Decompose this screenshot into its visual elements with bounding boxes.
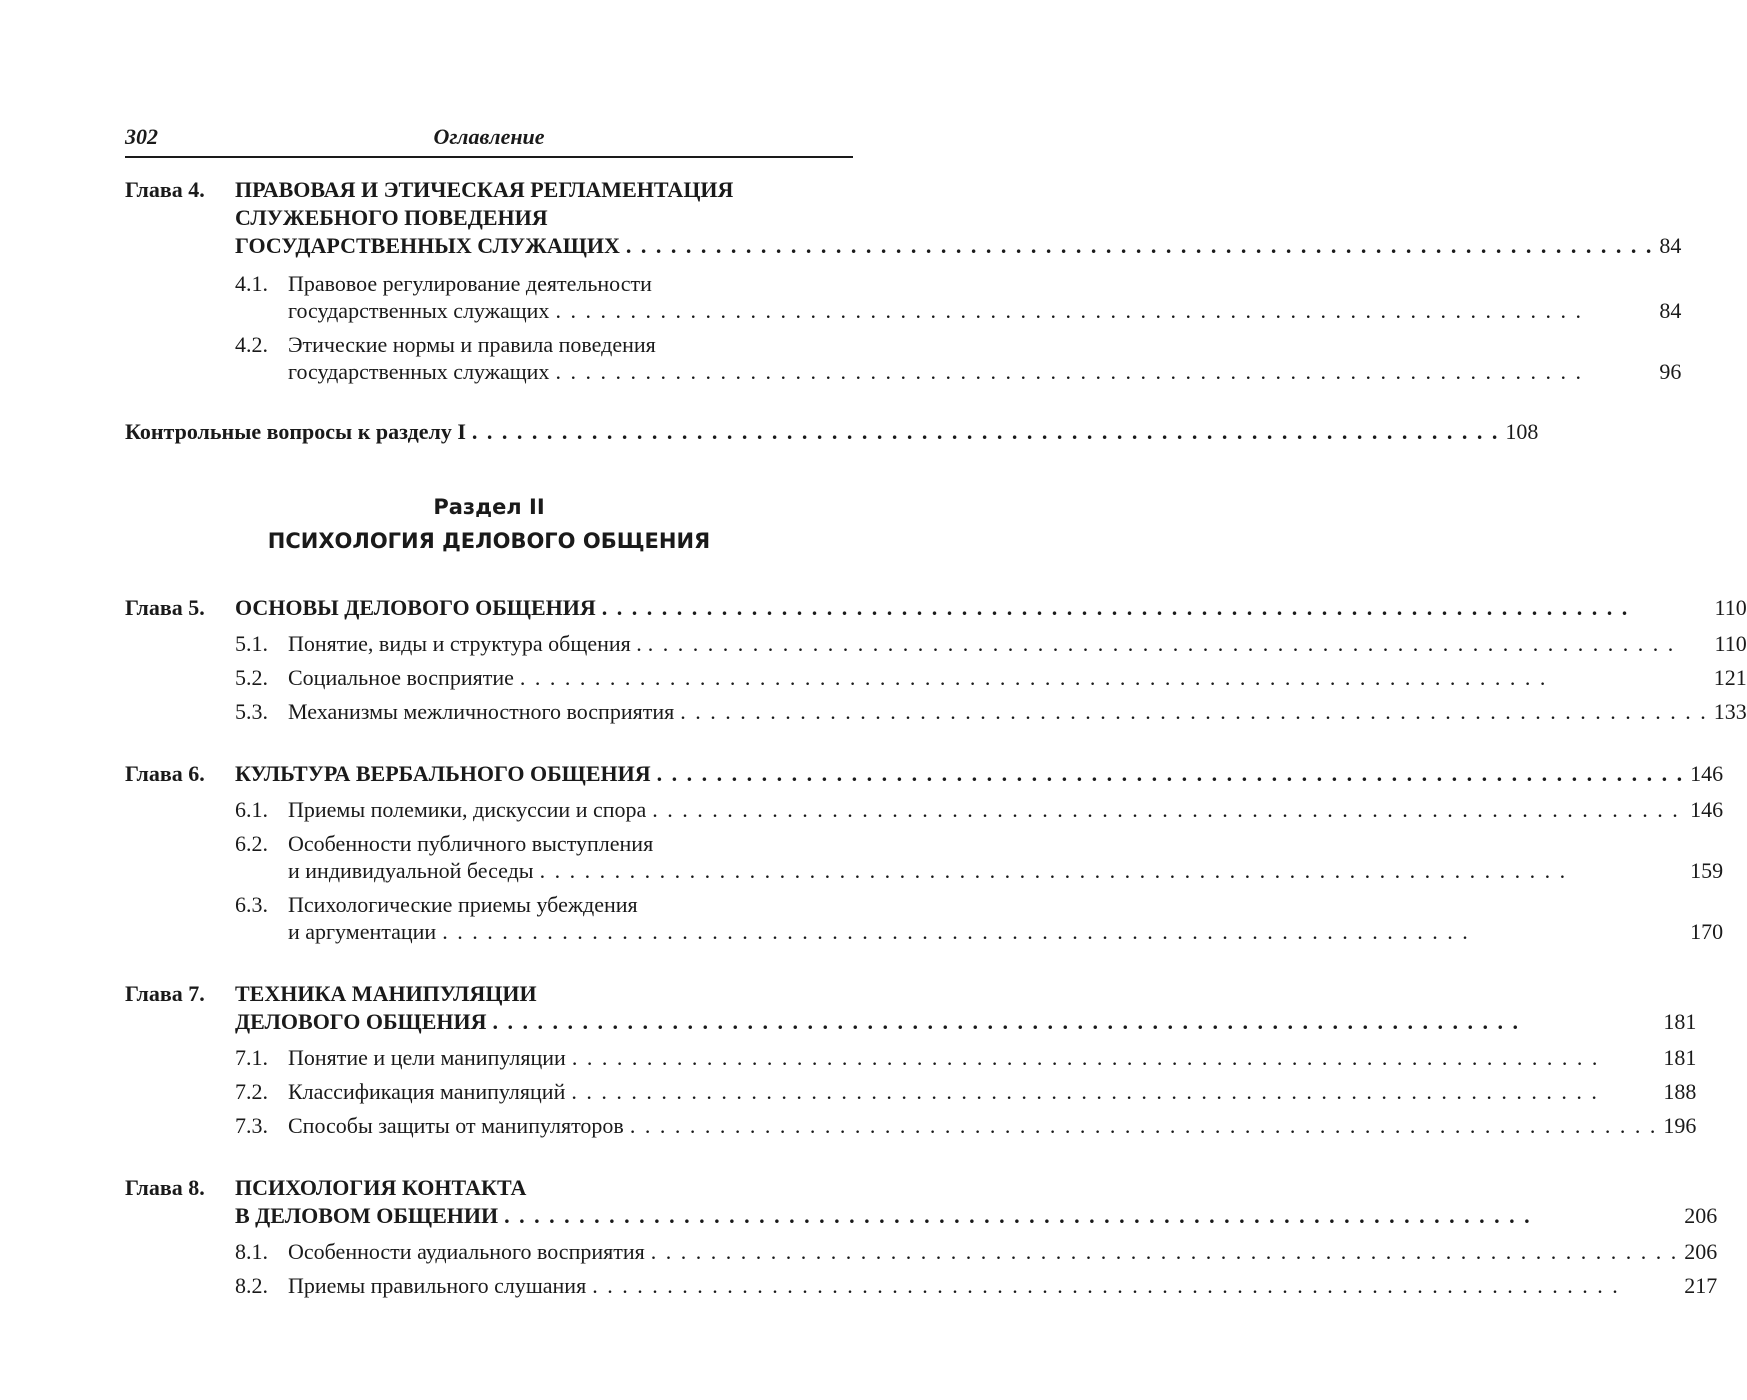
chapter-label: Глава 4.: [125, 177, 205, 202]
running-title: Оглавление: [433, 124, 545, 149]
toc-control-questions: [125, 418, 1539, 446]
page-ref: 196: [1663, 1113, 1697, 1138]
running-header: [125, 118, 853, 158]
section-number: 6.3.: [235, 892, 268, 917]
page-ref: 159: [1690, 858, 1724, 883]
leader-dots: [436, 918, 1690, 946]
section-title: Понятие и цели манипуляции: [288, 1045, 566, 1070]
toc-section-6-1: [235, 796, 1723, 824]
section-number: 7.1.: [235, 1045, 268, 1070]
section-number: 5.1.: [235, 631, 268, 656]
leader-dots: [674, 698, 1714, 726]
chapter-title-line: ДЕЛОВОГО ОБЩЕНИЯ: [235, 1009, 487, 1034]
toc-section-6-3: [235, 891, 1723, 946]
page-ref: 217: [1684, 1273, 1718, 1298]
leader-dots: [566, 1044, 1664, 1072]
toc-section-4-1: [235, 270, 1681, 325]
section-title: Социальное восприятие: [288, 665, 514, 690]
section-title: Способы защиты от манипуляторов: [288, 1113, 624, 1138]
section-number: 5.2.: [235, 665, 268, 690]
toc-section-7-1: [235, 1044, 1696, 1072]
toc-section-8-2: [235, 1272, 1717, 1300]
section-number: 6.1.: [235, 797, 268, 822]
page-ref: 110: [1714, 631, 1747, 656]
section-title-line: Этические нормы и правила поведения: [288, 332, 656, 357]
chapter-title-line: ТЕХНИКА МАНИПУЛЯЦИИ: [235, 981, 537, 1006]
leader-dots: [642, 630, 1715, 658]
section-title-line: Правовое регулирование деятельности: [288, 271, 652, 296]
page-ref: 188: [1663, 1079, 1697, 1104]
toc-chapter-8: [125, 1174, 1718, 1300]
chapter-label: Глава 6.: [125, 761, 205, 786]
page-number: 302: [125, 124, 158, 149]
section-title-line: Особенности публичного выступления: [288, 831, 654, 856]
leader-dots: [498, 1202, 1684, 1230]
section-title-line: и индивидуальной беседы: [288, 858, 534, 883]
page-ref: 170: [1690, 919, 1724, 944]
page-ref: 108: [1505, 419, 1539, 444]
page-ref: 110: [1714, 595, 1747, 620]
page-ref: 181: [1663, 1009, 1697, 1034]
toc-chapter-6: [125, 760, 1724, 946]
chapter-label: Глава 5.: [125, 595, 205, 620]
section-title: Классификация манипуляций: [288, 1079, 566, 1104]
leader-dots: [645, 1238, 1685, 1266]
chapter-label: Глава 7.: [125, 981, 205, 1006]
toc-section-7-2: [235, 1078, 1696, 1106]
page-ref: 206: [1684, 1239, 1718, 1264]
chapter-title-line: ПРАВОВАЯ И ЭТИЧЕСКАЯ РЕГЛАМЕНТАЦИЯ: [235, 177, 734, 202]
section-number: 6.2.: [235, 831, 268, 856]
section-number: 7.3.: [235, 1113, 268, 1138]
chapter-title: КУЛЬТУРА ВЕРБАЛЬНОГО ОБЩЕНИЯ: [235, 761, 651, 786]
page-ref: 84: [1659, 298, 1682, 323]
toc-section-5-2: [235, 664, 1747, 692]
page-ref: 84: [1659, 233, 1682, 258]
leader-dots: [646, 796, 1690, 824]
section-number: 7.2.: [235, 1079, 268, 1104]
toc-page: [125, 118, 1747, 1300]
section-number: 5.3.: [235, 699, 268, 724]
leader-dots: [514, 664, 1714, 692]
page-ref: 133: [1713, 699, 1747, 724]
leader-dots: [565, 1078, 1663, 1106]
section-number: 8.1.: [235, 1239, 268, 1264]
leader-dots: [620, 232, 1660, 260]
part-label: Раздел II: [433, 495, 545, 519]
section-title-line: государственных служащих: [288, 298, 550, 323]
toc-section-8-1: [235, 1238, 1717, 1266]
section-title: Механизмы межличностного восприятия: [288, 699, 675, 724]
leader-dots: [596, 594, 1715, 622]
section-title-line: государственных служащих: [288, 359, 550, 384]
toc-section-5-1: [235, 630, 1747, 658]
toc-chapter-7: [125, 980, 1697, 1140]
chapter-title-line: В ДЕЛОВОМ ОБЩЕНИИ: [235, 1203, 499, 1228]
leader-dots: [486, 1008, 1663, 1036]
leader-dots: [466, 418, 1506, 446]
page-ref: 121: [1713, 665, 1747, 690]
leader-dots: [651, 760, 1691, 788]
leader-dots: [549, 358, 1659, 386]
toc-section-7-3: [235, 1112, 1696, 1140]
section-number: 8.2.: [235, 1273, 268, 1298]
part-heading: [125, 490, 853, 558]
leader-dots: [549, 297, 1659, 325]
toc-section-4-2: [235, 331, 1681, 386]
section-title: Приемы правильного слушания: [288, 1273, 587, 1298]
section-title: Особенности аудиального восприятия: [288, 1239, 645, 1264]
section-title-line: и аргументации: [288, 919, 437, 944]
section-title: Понятие, виды и структура общения .: [288, 631, 642, 656]
toc-section-6-2: [235, 830, 1723, 885]
page-ref: 146: [1690, 797, 1724, 822]
part-title: ПСИХОЛОГИЯ ДЕЛОВОГО ОБЩЕНИЯ: [267, 529, 711, 553]
page-ref: 181: [1663, 1045, 1697, 1070]
control-questions-title: Контрольные вопросы к разделу I: [125, 419, 466, 444]
toc-section-5-3: [235, 698, 1747, 726]
section-title-line: Психологические приемы убеждения: [288, 892, 638, 917]
section-title: Приемы полемики, дискуссии и спора: [288, 797, 647, 822]
page-ref: 206: [1684, 1203, 1718, 1228]
chapter-title-line: СЛУЖЕБНОГО ПОВЕДЕНИЯ: [235, 205, 548, 230]
page-ref: 146: [1690, 761, 1724, 786]
chapter-title-line: ПСИХОЛОГИЯ КОНТАКТА: [235, 1175, 527, 1200]
page-ref: 96: [1659, 359, 1682, 384]
chapter-title-row: [235, 232, 1681, 260]
leader-dots: [586, 1272, 1684, 1300]
section-number: 4.1.: [235, 271, 268, 296]
chapter-label: Глава 8.: [125, 1175, 205, 1200]
chapter-title: ОСНОВЫ ДЕЛОВОГО ОБЩЕНИЯ: [235, 595, 596, 620]
toc-chapter-4: [125, 176, 1682, 386]
toc-chapter-5: [125, 594, 1747, 726]
leader-dots: [624, 1112, 1664, 1140]
section-number: 4.2.: [235, 332, 268, 357]
chapter-title-line: ГОСУДАРСТВЕННЫХ СЛУЖАЩИХ: [235, 233, 620, 258]
leader-dots: [534, 857, 1691, 885]
